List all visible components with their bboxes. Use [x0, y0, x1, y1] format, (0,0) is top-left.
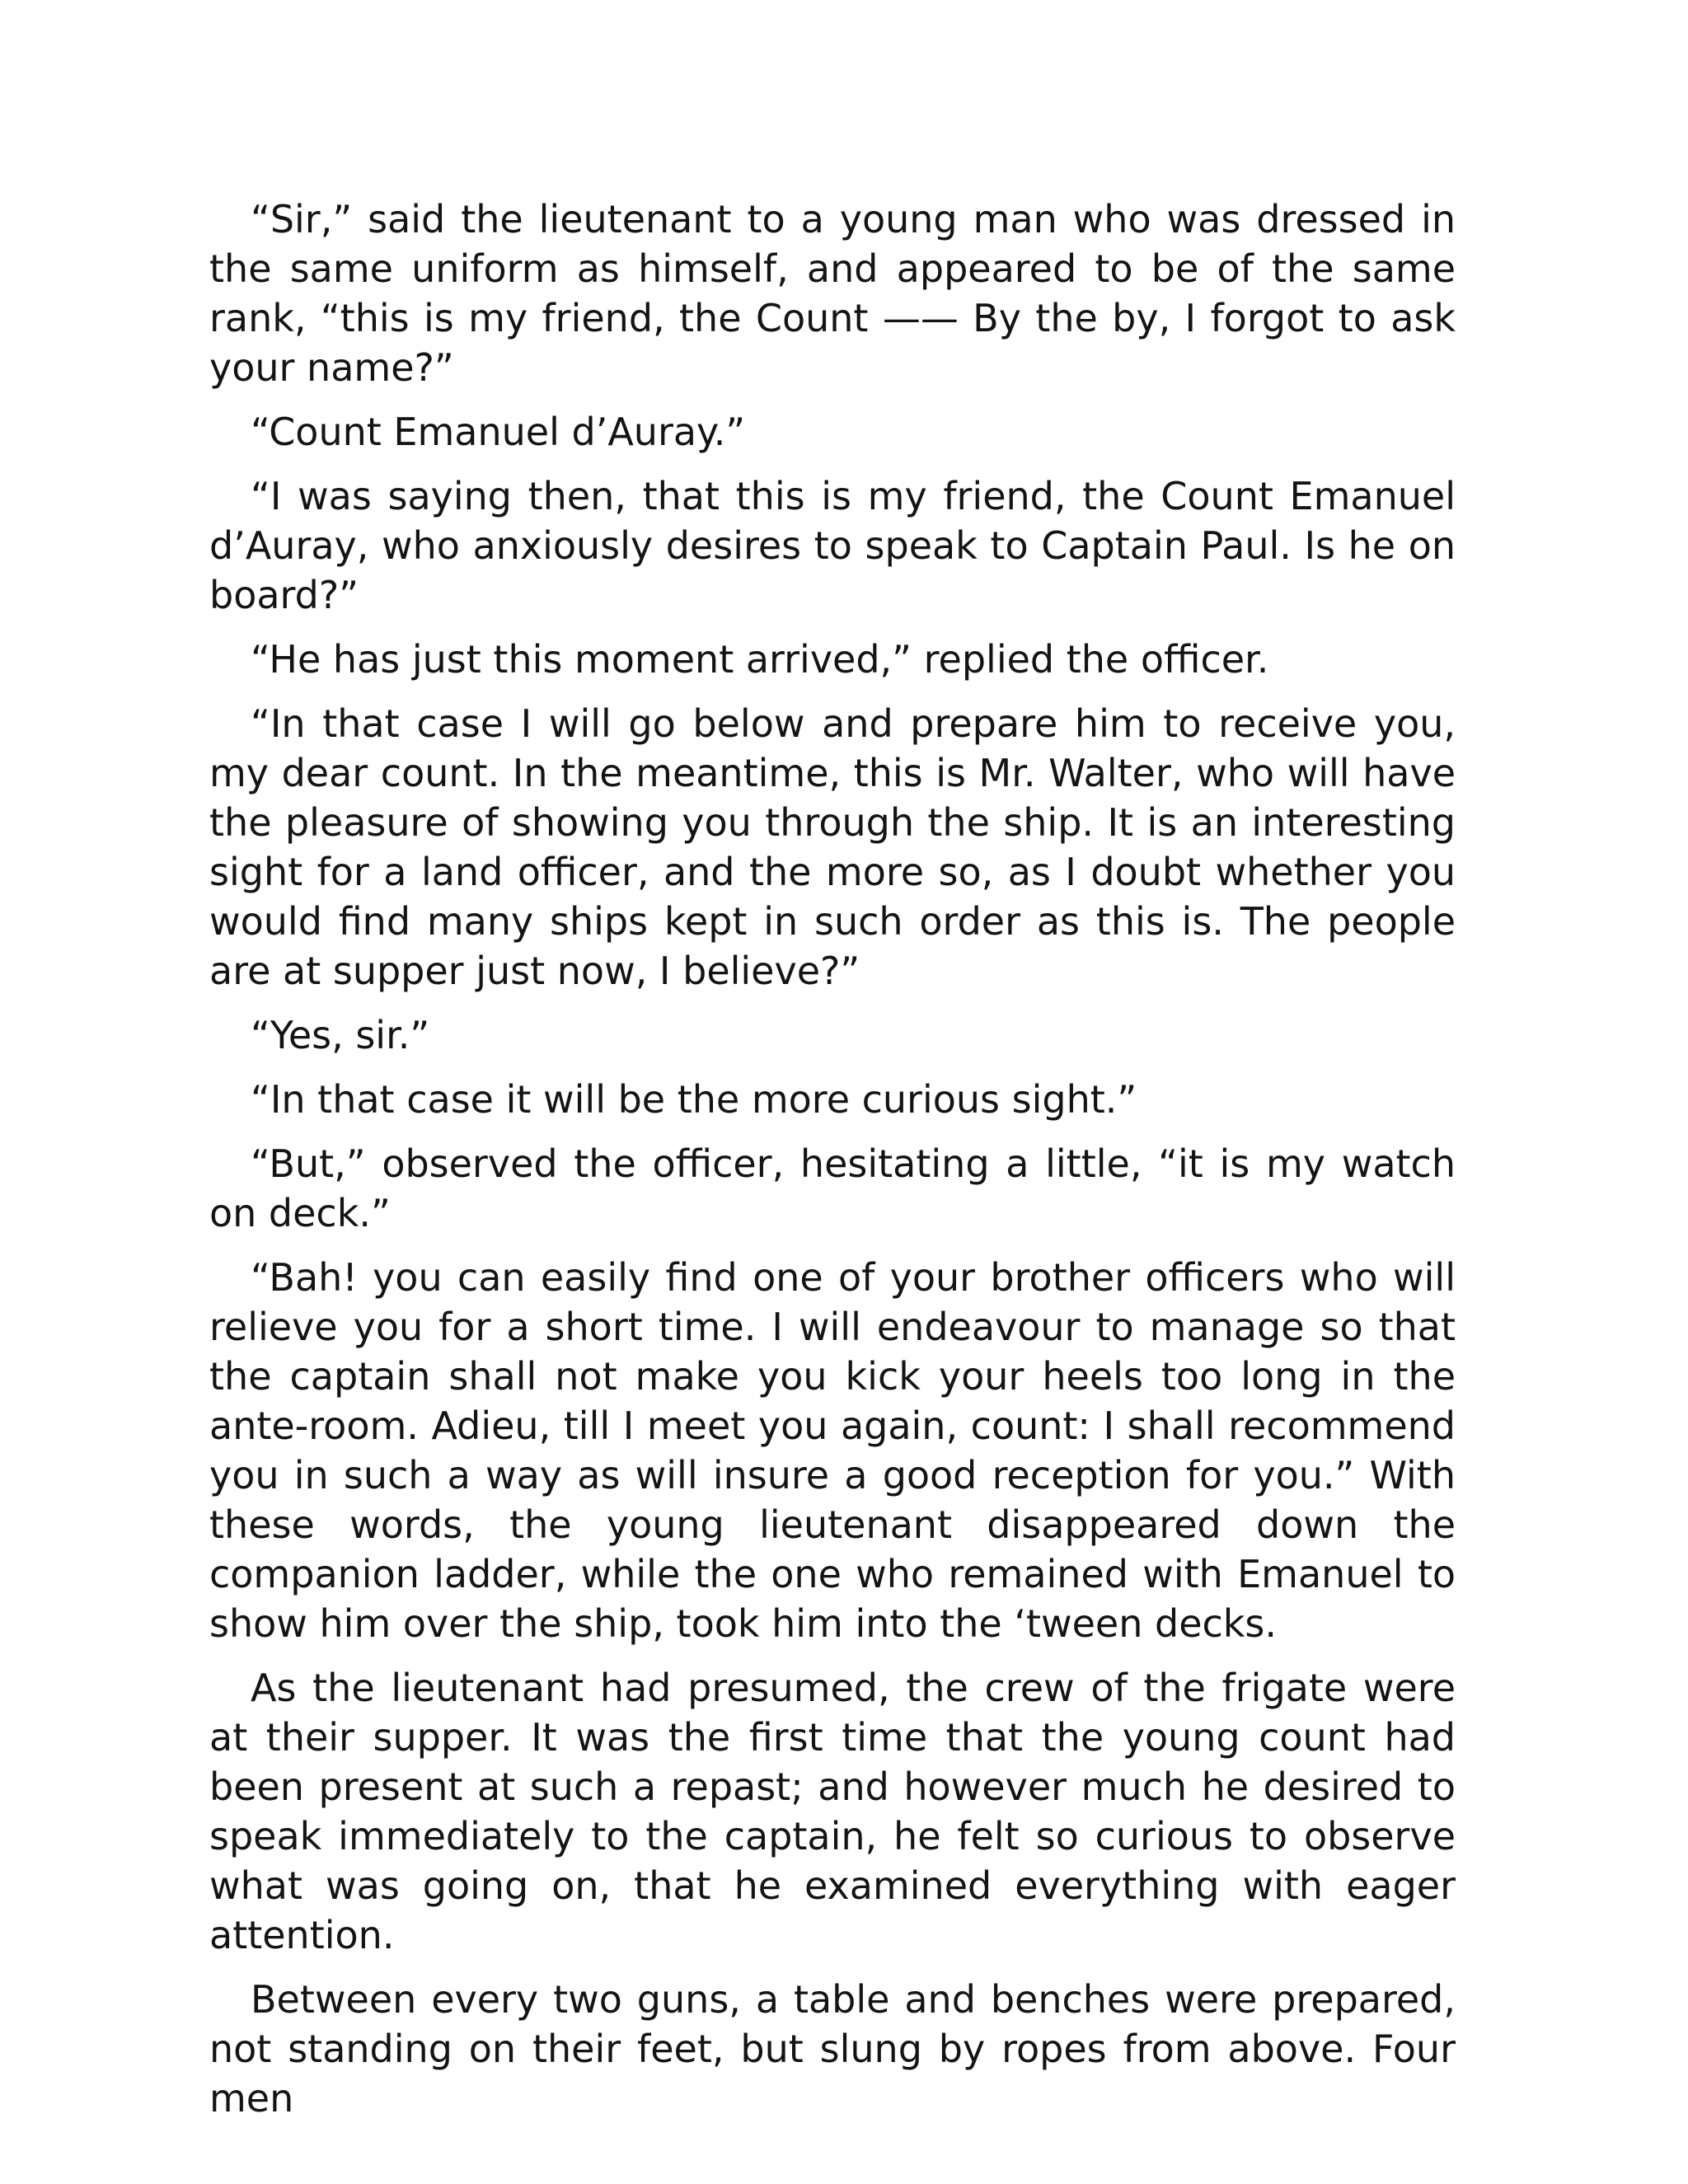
- paragraph-count-name: “Count Emanuel d’Auray.”: [251, 410, 746, 454]
- paragraph-go-below: “In that case I will go below and prepare him to receive you, my dear count. In the meantime, this is Mr. Walter, who will have the pleasure of showing you through the ship. It is an interesting sight for a land officer, and the more so, as I doubt whether you would find many ships kept in such order as this is. The people are at supper just now, I believe?”: [209, 701, 1456, 993]
- paragraph-just-arrived: “He has just this moment arrived,” replied the officer.: [251, 637, 1269, 682]
- paragraph-curious-sight: “In that case it will be the more curious sight.”: [251, 1077, 1137, 1122]
- paragraph-crew-at-supper: As the lieutenant had presumed, the crew of the frigate were at their supper. It was the first time that the young count had been present at such a repast; and however much he desired to speak immediately to the captain, he felt so curious to observe what was going on, that he examined everything with eager attention.: [209, 1666, 1456, 1957]
- paragraph-i-was-saying: “I was saying then, that this is my friend, the Count Emanuel d’Auray, who anxiously desires to speak to Captain Paul. Is he on board?”: [209, 474, 1456, 617]
- page-body: [209, 194, 1456, 2138]
- paragraph-bah: “Bah! you can easily find one of your brother officers who will relieve you for a short time. I will endeavour to manage so that the captain shall not make you kick your heels too long in the ante-room. Adieu, till I meet you again, count: I shall recommend you in such a way as will insure a good reception for you.” With these words, the young lieutenant disappeared down the companion ladder, while the one who remained with Emanuel to show him over the ship, took him into the ‘tween decks.: [209, 1255, 1456, 1646]
- paragraph-between-guns: Between every two guns, a table and benches were prepared, not standing on their feet, but slung by ropes from above. Four men: [209, 1977, 1456, 2121]
- paragraph-watch-on-deck: “But,” observed the officer, hesitating a little, “it is my watch on deck.”: [209, 1141, 1456, 1235]
- paragraph-yes-sir: “Yes, sir.”: [251, 1013, 430, 1057]
- paragraph-sir-said-lieutenant: “Sir,” said the lieutenant to a young man who was dressed in the same uniform as himself, and appeared to be of the same rank, “this is my friend, the Count —— By the by, I forgot to ask your name?”: [209, 197, 1456, 390]
